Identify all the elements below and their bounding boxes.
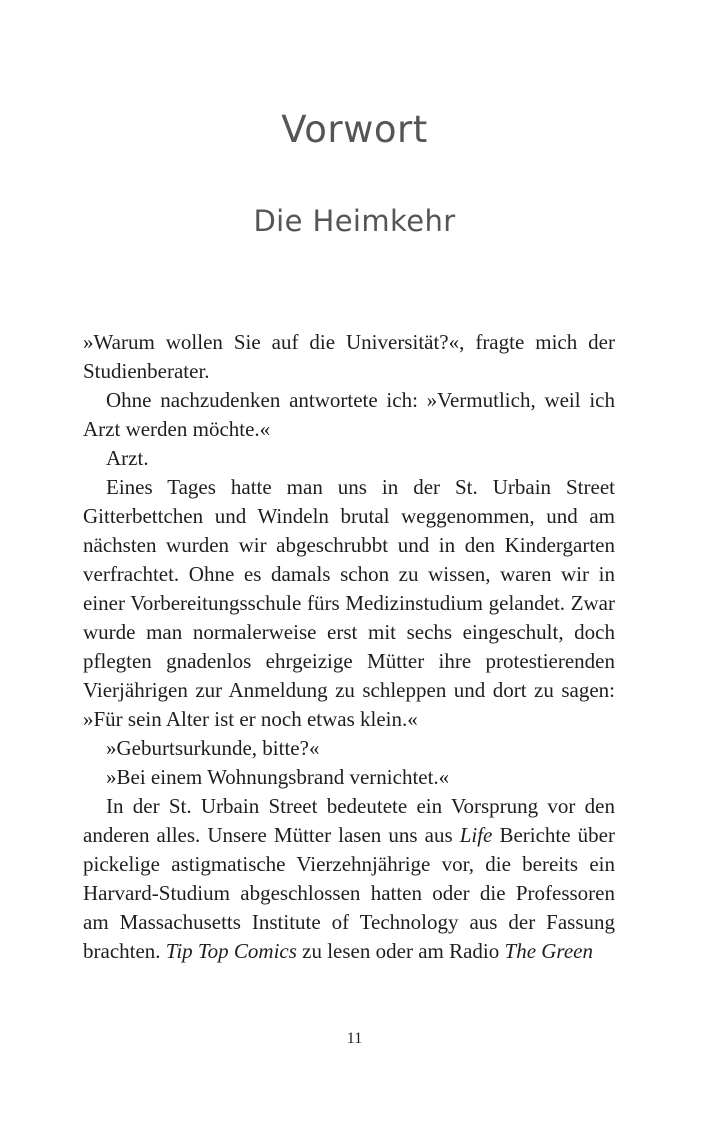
text-run: Berichte über pickelige astigmatische Vierzehnjährige vor, die bereits ein Harvard-Studium abgeschlossen hatten oder die Professoren am Massachusetts Institute of Technology aus der Fassung brachten. <box>83 823 615 963</box>
paragraph <box>83 792 615 966</box>
text-run: »Bei einem Wohnungsbrand vernichtet.« <box>106 765 450 789</box>
paragraph <box>83 763 615 792</box>
paragraph <box>83 734 615 763</box>
title-italic: The Green <box>504 939 593 963</box>
text-run: Eines Tages hatte man uns in der St. Urbain Street Gitterbettchen und Windeln brutal weggenommen, und am nächsten wurden wir abgeschrubbt und in den Kindergarten verfrachtet. Ohne es damals schon zu wissen, waren wir in einer Vorbereitungsschule fürs Medizinstudium gelandet. Zwar wurde man normalerweise erst mit sechs eingeschult, doch pflegten gnadenlos ehrgeizige Mütter ihre protestierenden Vierjährigen zur Anmeldung zu schleppen und dort zu sagen: »Für sein Alter ist er noch etwas klein.« <box>83 475 615 731</box>
text-run: »Geburtsurkunde, bitte?« <box>106 736 320 760</box>
chapter-subtitle: Die Heimkehr <box>253 204 456 238</box>
text-run: »Warum wollen Sie auf die Universität?«, fragte mich der Studienberater. <box>83 330 615 383</box>
text-run: Ohne nachzudenken antwortete ich: »Vermutlich, weil ich Arzt werden möchte.« <box>83 388 615 441</box>
title-italic: Tip Top Comics <box>165 939 297 963</box>
paragraph <box>83 328 615 386</box>
text-run: In der St. Urbain Street bedeutete ein Vorsprung vor den anderen alles. Unsere Mütter lasen uns aus <box>83 794 615 847</box>
paragraph <box>83 473 615 734</box>
page-number: 11 <box>346 1030 363 1047</box>
title-italic: Life <box>459 823 493 847</box>
text-run: Arzt. <box>106 446 149 470</box>
paragraph <box>83 444 615 473</box>
paragraph <box>83 386 615 444</box>
body-text <box>83 328 615 966</box>
text-run: zu lesen oder am Radio <box>296 939 505 963</box>
chapter-title: Vorwort <box>281 108 428 151</box>
